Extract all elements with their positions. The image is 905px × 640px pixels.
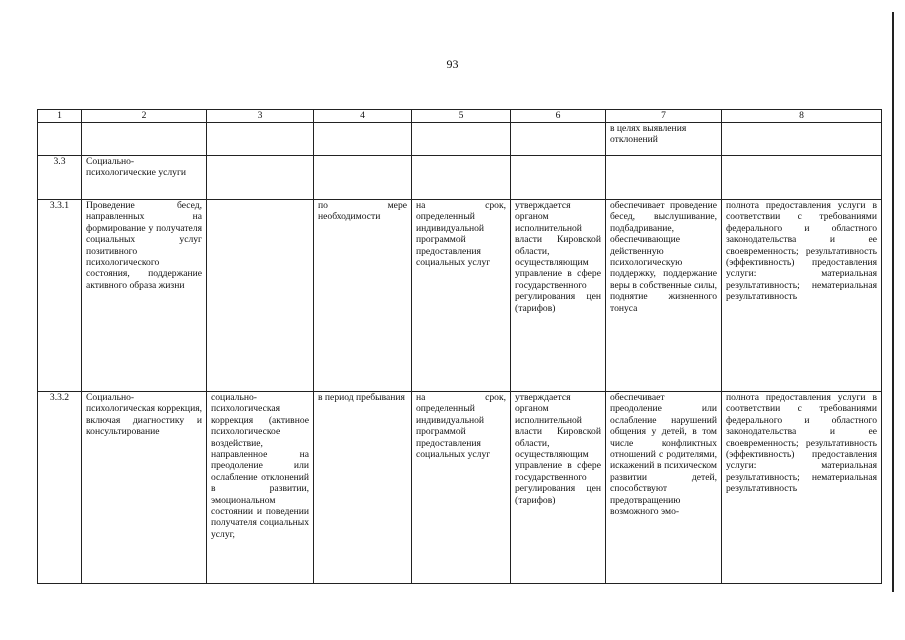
table-cell xyxy=(722,123,882,156)
column-number: 1 xyxy=(38,110,82,123)
service-cost: утверждается органом исполнительной власти Кировской области, осуществляющим управление в сфере государственного регулирования цен (тарифов) xyxy=(511,200,606,392)
services-table xyxy=(37,109,882,584)
column-number-row xyxy=(38,110,882,123)
table-cell xyxy=(38,123,82,156)
column-number: 4 xyxy=(314,110,412,123)
service-frequency: в период пребывания xyxy=(314,392,412,584)
column-number: 7 xyxy=(606,110,722,123)
table-cell xyxy=(412,156,511,200)
service-volume: обеспечивает преодоление или ослабление нарушений общения у детей, в том числе конфликтных отношений с родителями, искажений в психическом развитии детей, способствуют предотвращению возможного эмо- xyxy=(606,392,722,584)
service-quality: полнота предоставления услуги в соответствии с требованиями федерального и областного законодательства и ее своевременность; результативность (эффективность) предоставления услуги: материальная результативность; нематериальная результативность xyxy=(722,200,882,392)
continuation-text: в целях выявления отклонений xyxy=(606,123,722,156)
column-number: 2 xyxy=(82,110,207,123)
service-description: социально-психологическая коррекция (активное психологическое воздействие, направленное на преодоление или ослабление отклонений в развитии, эмоциональном состоянии и поведении получателя социальных услуг, xyxy=(207,392,314,584)
table-cell xyxy=(606,156,722,200)
page-number: 93 xyxy=(446,57,459,71)
section-number: 3.3 xyxy=(38,156,82,200)
table-cell xyxy=(207,156,314,200)
service-name: Проведение бесед, направленных на формирование у получателя социальных услуг позитивного психологического состояния, поддержание активного образа жизни xyxy=(82,200,207,392)
service-number: 3.3.2 xyxy=(38,392,82,584)
section-row xyxy=(38,156,882,200)
table-cell xyxy=(722,156,882,200)
table-cell xyxy=(314,123,412,156)
scan-edge-line xyxy=(892,12,894,592)
column-number: 8 xyxy=(722,110,882,123)
service-description xyxy=(207,200,314,392)
service-volume: обеспечивает проведение бесед, выслушивание, подбадривание, обеспечивающие действенную психологическую поддержку, поддержание веры в собственные силы, поднятие жизненного тонуса xyxy=(606,200,722,392)
table-cell xyxy=(207,123,314,156)
column-number: 6 xyxy=(511,110,606,123)
service-frequency: по мере необходимости xyxy=(314,200,412,392)
service-number: 3.3.1 xyxy=(38,200,82,392)
service-cost: утверждается органом исполнительной власти Кировской области, осуществляющим управление в сфере государственного регулирования цен (тарифов) xyxy=(511,392,606,584)
table-cell xyxy=(314,156,412,200)
table-cell xyxy=(511,123,606,156)
table-cell xyxy=(412,123,511,156)
table-cell xyxy=(511,156,606,200)
section-title: Социально-психологические услуги xyxy=(82,156,207,200)
service-term: на срок, определенный индивидуальной программой предоставления социальных услуг xyxy=(412,392,511,584)
service-name: Социально-психологическая коррекция, включая диагностику и консультирование xyxy=(82,392,207,584)
service-quality: полнота предоставления услуги в соответствии с требованиями федерального и областного законодательства и ее своевременность; результативность (эффективность) предоставления услуги: материальная результативность; нематериальная результативность xyxy=(722,392,882,584)
table-cell xyxy=(82,123,207,156)
continuation-row xyxy=(38,123,882,156)
column-number: 3 xyxy=(207,110,314,123)
column-number: 5 xyxy=(412,110,511,123)
table-row xyxy=(38,200,882,392)
service-term: на срок, определенный индивидуальной программой предоставления социальных услуг xyxy=(412,200,511,392)
table-row xyxy=(38,392,882,584)
